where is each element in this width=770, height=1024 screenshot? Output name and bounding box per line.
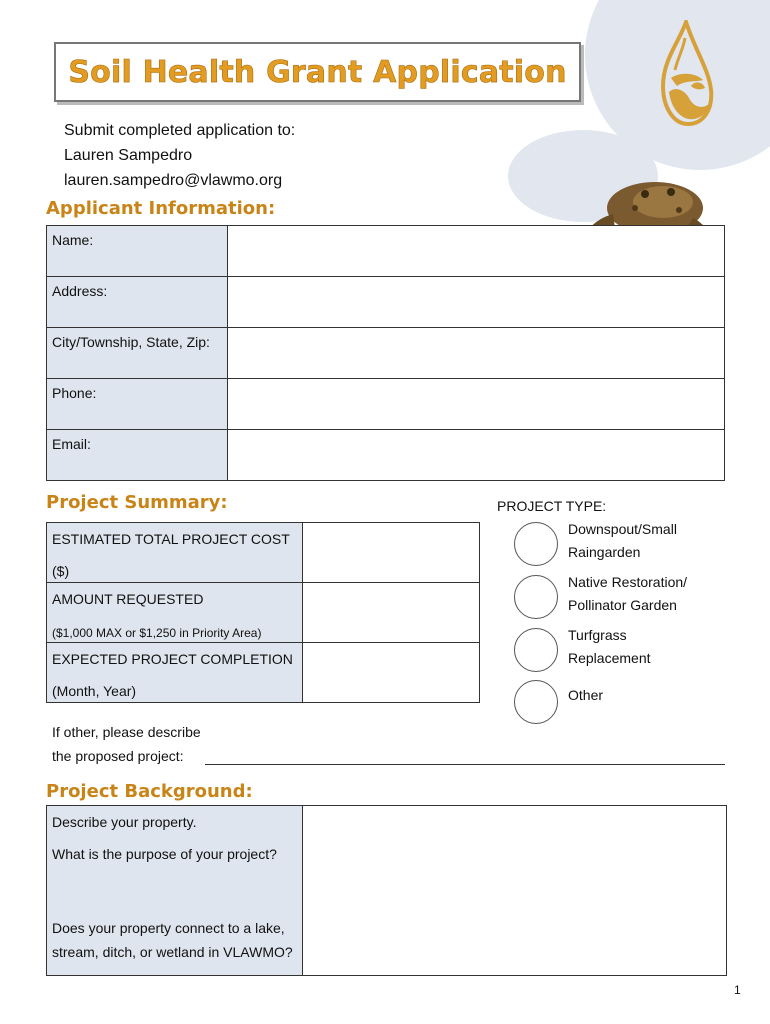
project-background-questions [47,806,303,976]
describe-property-question: Describe your property. [52,814,197,830]
other-description-line1: If other, please describe [52,724,201,740]
expected-completion-field[interactable] [303,643,480,703]
applicant-information-heading: Applicant Information: [46,198,276,219]
email-label: Email: [47,430,228,481]
project-type-option-native-restoration [514,571,718,619]
project-summary-heading: Project Summary: [46,492,228,513]
address-field[interactable] [228,277,725,328]
submit-instructions [64,118,295,193]
amount-requested-label-line2: ($1,000 MAX or $1,250 in Priority Area) [52,626,262,640]
submit-recipient-name: Lauren Sampedro [64,147,193,164]
native-restoration-label-line2: Pollinator Garden [568,597,677,613]
other-description-field[interactable] [205,764,725,765]
estimated-cost-label [47,523,303,583]
estimated-cost-label-line2: ($) [52,563,70,579]
email-field[interactable] [228,430,725,481]
other-label [568,676,718,707]
project-summary-table [46,522,480,703]
address-label: Address: [47,277,228,328]
name-field[interactable] [228,226,725,277]
estimated-cost-label-line1: ESTIMATED TOTAL PROJECT COST [52,531,290,547]
city-state-zip-label: City/Township, State, Zip: [47,328,228,379]
title-box [54,42,581,102]
other-radio[interactable] [514,680,558,724]
amount-requested-field[interactable] [303,583,480,643]
turfgrass-radio[interactable] [514,628,558,672]
applicant-information-table [46,225,725,481]
submit-line: Submit completed application to: [64,122,296,139]
water-connection-question-line1: Does your property connect to a lake, [52,920,285,936]
turfgrass-label [568,624,718,670]
page-title: Soil Health Grant Application [68,54,567,90]
other-description-line2: the proposed project: [52,748,184,764]
project-background-table [46,805,727,976]
phone-field[interactable] [228,379,725,430]
native-restoration-label-line1: Native Restoration/ [568,574,688,590]
downspout-label-line1: Downspout/Small [568,521,677,537]
water-drop-logo-icon [655,20,717,130]
expected-completion-label [47,643,303,703]
project-type-heading: PROJECT TYPE: [497,498,607,514]
amount-requested-label [47,583,303,643]
turfgrass-label-line2: Replacement [568,650,651,666]
project-type-option-other [514,676,718,724]
project-type-option-downspout [514,518,718,566]
project-type-option-turfgrass [514,624,718,672]
page-number: 1 [734,983,741,997]
native-restoration-label [568,571,718,617]
native-restoration-radio[interactable] [514,575,558,619]
turfgrass-label-line1: Turfgrass [568,627,627,643]
other-description-prompt [52,720,201,768]
downspout-label [568,518,718,564]
amount-requested-label-line1: AMOUNT REQUESTED [52,591,204,607]
phone-label: Phone: [47,379,228,430]
project-purpose-question: What is the purpose of your project? [52,846,277,862]
city-state-zip-field[interactable] [228,328,725,379]
project-background-field[interactable] [303,806,727,976]
other-label-line1: Other [568,687,604,703]
water-connection-question-line2: stream, ditch, or wetland in VLAWMO? [52,944,293,960]
expected-completion-label-line1: EXPECTED PROJECT COMPLETION [52,651,293,667]
downspout-radio[interactable] [514,522,558,566]
downspout-label-line2: Raingarden [568,544,641,560]
name-label: Name: [47,226,228,277]
expected-completion-label-line2: (Month, Year) [52,683,137,699]
estimated-cost-field[interactable] [303,523,480,583]
submit-recipient-email: lauren.sampedro@vlawmo.org [64,172,283,189]
project-background-heading: Project Background: [46,781,253,802]
